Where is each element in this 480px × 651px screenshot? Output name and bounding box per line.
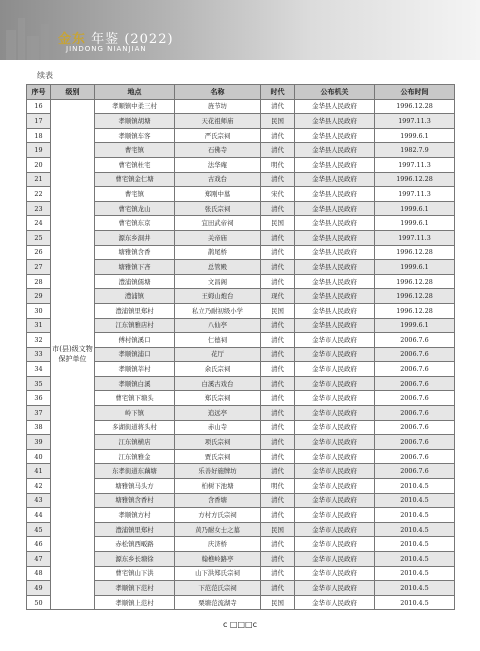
row-name: 仁德祠 [175,333,261,348]
row-name: 黄乃耐女士之墓 [175,522,261,537]
row-era: 宋代 [261,187,295,202]
row-date: 1996.12.28 [375,99,455,114]
row-name: 追远亭 [175,406,261,421]
row-date: 1997.11.3 [375,114,455,129]
row-era: 清代 [261,581,295,596]
row-number: 46 [27,537,51,552]
page-number: c □□□c [222,620,257,629]
row-place: 塘雅镇马头方 [95,479,175,494]
row-authority: 金华市人民政府 [295,595,375,610]
column-header-authority: 公布机关 [295,85,375,100]
row-number: 40 [27,449,51,464]
row-date: 2006.7.6 [375,333,455,348]
row-era: 清代 [261,245,295,260]
row-place: 岭下镇 [95,406,175,421]
row-authority: 金华市人民政府 [295,376,375,391]
row-name: 山下洪郑氏宗祠 [175,566,261,581]
row-date: 2006.7.6 [375,391,455,406]
row-number: 50 [27,595,51,610]
row-authority: 金华县人民政府 [295,230,375,245]
row-authority: 金华市人民政府 [295,552,375,567]
row-name: 旌节坊 [175,99,261,114]
row-date: 1996.12.28 [375,303,455,318]
row-date: 1997.11.3 [375,187,455,202]
row-name: 白溪古戏台 [175,376,261,391]
row-place: 澧浦镇儒塘 [95,274,175,289]
row-era: 清代 [261,552,295,567]
column-header-name: 名称 [175,85,261,100]
row-era: 民国 [261,216,295,231]
brand-name: 金东 [58,32,87,47]
row-date: 1999.6.1 [375,216,455,231]
row-era: 清代 [261,347,295,362]
row-number: 27 [27,260,51,275]
row-authority: 金华县人民政府 [295,260,375,275]
row-number: 38 [27,420,51,435]
column-header-date: 公布时间 [375,85,455,100]
row-authority: 金华市人民政府 [295,581,375,596]
row-number: 22 [27,187,51,202]
row-date: 2006.7.6 [375,435,455,450]
row-authority: 金华市人民政府 [295,406,375,421]
row-era: 民国 [261,595,295,610]
row-date: 2010.4.5 [375,581,455,596]
row-name: 含香塘 [175,493,261,508]
row-name: 赤山寺 [175,420,261,435]
row-authority: 金华县人民政府 [295,216,375,231]
row-date: 1997.11.3 [375,230,455,245]
row-name: 方村方氏宗祠 [175,508,261,523]
row-authority: 金华市人民政府 [295,464,375,479]
row-authority: 金华县人民政府 [295,318,375,333]
brand-pinyin: JINDONG NIANJIAN [66,45,147,53]
row-era: 清代 [261,406,295,421]
row-era: 清代 [261,362,295,377]
row-number: 42 [27,479,51,494]
row-date: 2010.4.5 [375,537,455,552]
row-place: 曹宅镇东京 [95,216,175,231]
row-authority: 金华县人民政府 [295,114,375,129]
row-authority: 金华县人民政府 [295,128,375,143]
row-place: 曹宅镇杜宅 [95,157,175,172]
row-place: 江东镇雅金 [95,449,175,464]
row-era: 民国 [261,522,295,537]
row-name: 柏树下池塘 [175,479,261,494]
row-number: 25 [27,230,51,245]
row-era: 清代 [261,99,295,114]
row-number: 24 [27,216,51,231]
row-authority: 金华市人民政府 [295,522,375,537]
row-era: 清代 [261,143,295,158]
row-era: 清代 [261,391,295,406]
row-name: 下范范氏宗祠 [175,581,261,596]
row-place: 塘雅镇含香 [95,245,175,260]
row-place: 澧浦镇里郑村 [95,522,175,537]
row-authority: 金华市人民政府 [295,537,375,552]
row-place: 曹宅镇山下洪 [95,566,175,581]
row-place: 曹宅镇 [95,187,175,202]
table-continued-note: 续表 [37,71,53,80]
row-place: 孝顺镇车客 [95,128,175,143]
row-name: 宜田武帝祠 [175,216,261,231]
row-place: 澧浦镇 [95,289,175,304]
row-date: 1996.12.28 [375,172,455,187]
row-name: 关帝庙 [175,230,261,245]
row-name: 庆济桥 [175,537,261,552]
row-authority: 金华县人民政府 [295,274,375,289]
row-place: 江东镇横店 [95,435,175,450]
row-place: 多湖街道蒋头村 [95,420,175,435]
row-authority: 金华市人民政府 [295,449,375,464]
row-name: 鹊尾桥 [175,245,261,260]
row-place: 傅村镇溪口 [95,333,175,348]
row-authority: 金华县人民政府 [295,201,375,216]
row-authority: 金华市人民政府 [295,435,375,450]
row-place: 曹宅镇 [95,143,175,158]
row-name: 郑刚中墓 [175,187,261,202]
row-place: 孝顺镇方村 [95,508,175,523]
row-date: 1996.12.28 [375,245,455,260]
heritage-sites-table [26,84,455,610]
row-name: 石佛寺 [175,143,261,158]
row-number: 28 [27,274,51,289]
row-name: 古戏台 [175,172,261,187]
row-place: 孝顺镇莘村 [95,362,175,377]
row-number: 41 [27,464,51,479]
row-era: 清代 [261,172,295,187]
row-name: 余氏宗祠 [175,362,261,377]
row-era: 清代 [261,493,295,508]
row-date: 1997.11.3 [375,157,455,172]
row-place: 江东镇雅店村 [95,318,175,333]
row-era: 清代 [261,435,295,450]
row-place: 曹宅镇龙山 [95,201,175,216]
row-place: 塘雅镇下吝 [95,260,175,275]
table-body [27,99,455,610]
row-authority: 金华县人民政府 [295,172,375,187]
row-date: 2010.4.5 [375,479,455,494]
row-era: 清代 [261,333,295,348]
row-date: 1999.6.1 [375,318,455,333]
row-authority: 金华市人民政府 [295,333,375,348]
row-number: 18 [27,128,51,143]
row-number: 34 [27,362,51,377]
row-place: 东孝街道东藕塘 [95,464,175,479]
row-authority: 金华县人民政府 [295,143,375,158]
row-number: 37 [27,406,51,421]
row-place: 赤松镇西畈路 [95,537,175,552]
row-date: 2006.7.6 [375,464,455,479]
row-name: 贾氏宗祠 [175,449,261,464]
column-header-level: 级别 [51,85,95,100]
row-date: 2006.7.6 [375,406,455,421]
row-era: 明代 [261,157,295,172]
row-name: 郑氏宗祠 [175,391,261,406]
row-number: 23 [27,201,51,216]
row-authority: 金华市人民政府 [295,479,375,494]
row-era: 清代 [261,128,295,143]
row-name: 乐善好施牌坊 [175,464,261,479]
column-header-era: 时代 [261,85,295,100]
row-era: 清代 [261,449,295,464]
row-place: 孝顺镇胡塘 [95,114,175,129]
row-date: 2010.4.5 [375,493,455,508]
row-date: 1999.6.1 [375,128,455,143]
row-era: 清代 [261,201,295,216]
row-authority: 金华市人民政府 [295,420,375,435]
row-number: 39 [27,435,51,450]
row-name: 花厅 [175,347,261,362]
row-place: 澧浦镇里郑村 [95,303,175,318]
row-name: 栗塘范流湖寺 [175,595,261,610]
row-date: 1996.12.28 [375,274,455,289]
row-era: 清代 [261,508,295,523]
row-era: 清代 [261,318,295,333]
row-name: 文昌阁 [175,274,261,289]
row-era: 清代 [261,566,295,581]
row-date: 2006.7.6 [375,420,455,435]
row-number: 31 [27,318,51,333]
column-header-place: 地点 [95,85,175,100]
table-header-row [27,85,455,100]
row-name: 总管殿 [175,260,261,275]
row-authority: 金华县人民政府 [295,303,375,318]
row-era: 清代 [261,464,295,479]
row-name: 天花祖师庙 [175,114,261,129]
row-number: 32 [27,333,51,348]
row-number: 45 [27,522,51,537]
row-number: 19 [27,143,51,158]
row-number: 48 [27,566,51,581]
table-row [27,99,455,114]
row-place: 孝顺镇浦口 [95,347,175,362]
row-era: 清代 [261,537,295,552]
row-era: 民国 [261,114,295,129]
row-place: 曹宅镇金仁塘 [95,172,175,187]
row-number: 29 [27,289,51,304]
row-name: 张氏宗祠 [175,201,261,216]
row-number: 47 [27,552,51,567]
row-number: 26 [27,245,51,260]
row-place: 塘雅镇含香村 [95,493,175,508]
row-authority: 金华县人民政府 [295,187,375,202]
row-name: 王姆山炮台 [175,289,261,304]
row-place: 源东乡长塘徐 [95,552,175,567]
row-era: 明代 [261,479,295,494]
row-name: 八仙亭 [175,318,261,333]
row-number: 30 [27,303,51,318]
row-number: 36 [27,391,51,406]
row-authority: 金华市人民政府 [295,362,375,377]
row-authority: 金华县人民政府 [295,245,375,260]
row-name: 法华庵 [175,157,261,172]
row-name: 项氏宗祠 [175,435,261,450]
row-place: 孝顺镇白溪 [95,376,175,391]
row-era: 清代 [261,420,295,435]
row-date: 2010.4.5 [375,522,455,537]
row-number: 21 [27,172,51,187]
row-date: 1999.6.1 [375,201,455,216]
row-place: 孝顺镇中柔三村 [95,99,175,114]
row-authority: 金华市人民政府 [295,347,375,362]
row-number: 16 [27,99,51,114]
row-date: 2006.7.6 [375,449,455,464]
brand-year: (2022) [124,32,174,47]
row-place: 孝顺镇下范村 [95,581,175,596]
row-date: 2006.7.6 [375,376,455,391]
row-place: 源东乡洞井 [95,230,175,245]
row-place: 曹宅镇下塘头 [95,391,175,406]
row-authority: 金华县人民政府 [295,99,375,114]
column-header-no: 序号 [27,85,51,100]
row-date: 2006.7.6 [375,362,455,377]
row-era: 清代 [261,260,295,275]
row-era: 民国 [261,303,295,318]
row-era: 清代 [261,376,295,391]
row-date: 2010.4.5 [375,566,455,581]
row-era: 现代 [261,289,295,304]
row-name: 私立乃耐初级小学 [175,303,261,318]
row-date: 1982.7.9 [375,143,455,158]
row-place: 孝顺镇上范村 [95,595,175,610]
row-date: 2006.7.6 [375,347,455,362]
row-date: 1999.6.1 [375,260,455,275]
row-authority: 金华市人民政府 [295,391,375,406]
row-number: 35 [27,376,51,391]
brand-year-label: 年鉴 [91,32,120,47]
row-number: 17 [27,114,51,129]
row-date: 2010.4.5 [375,508,455,523]
row-date: 1996.12.28 [375,289,455,304]
protection-level-cell: 市(县)级文物保护单位 [51,99,95,610]
row-authority: 金华县人民政府 [295,157,375,172]
row-number: 20 [27,157,51,172]
row-date: 2010.4.5 [375,595,455,610]
row-name: 严氏宗祠 [175,128,261,143]
page-header-banner [0,0,480,60]
row-number: 44 [27,508,51,523]
row-authority: 金华市人民政府 [295,566,375,581]
row-number: 43 [27,493,51,508]
row-authority: 金华县人民政府 [295,289,375,304]
row-authority: 金华市人民政府 [295,508,375,523]
row-date: 2010.4.5 [375,552,455,567]
row-era: 清代 [261,274,295,289]
row-number: 49 [27,581,51,596]
row-era: 清代 [261,230,295,245]
row-name: 翰樵岭路亭 [175,552,261,567]
row-number: 33 [27,347,51,362]
row-authority: 金华市人民政府 [295,493,375,508]
